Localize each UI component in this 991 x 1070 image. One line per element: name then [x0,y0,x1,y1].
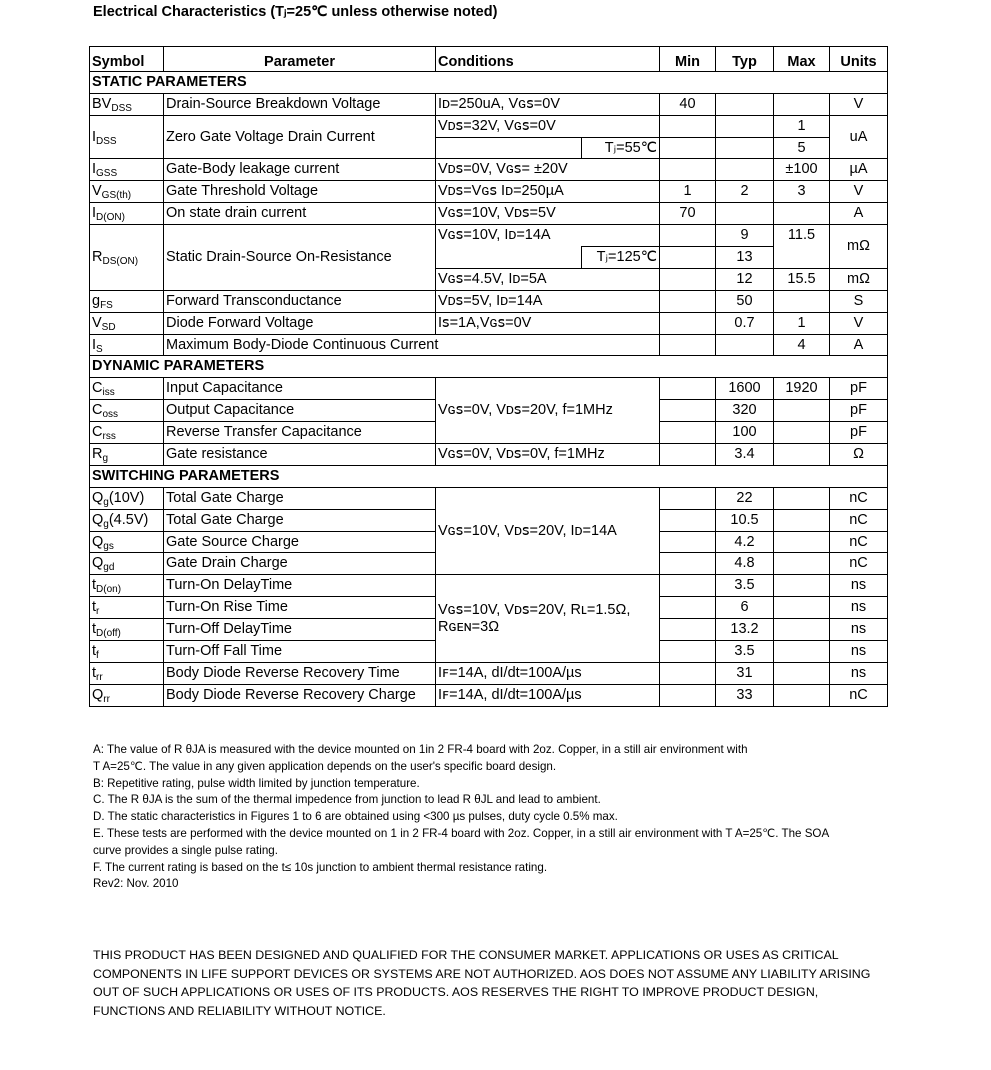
min-cell [660,444,716,466]
typ-cell: 10.5 [716,509,774,531]
parameter-cell: Total Gate Charge [164,509,436,531]
unit-cell: V [830,312,888,334]
unit-cell: uA [830,115,888,159]
table-row [90,290,888,312]
symbol-cell: $BV_{DSS}$ [90,93,164,115]
min-cell [660,422,716,444]
max-cell [774,444,830,466]
max-cell [774,400,830,422]
typ-cell [716,93,774,115]
min-cell: 70 [660,203,716,225]
footnote: C. The R θJA is the sum of the thermal impedence from junction to lead R θJL and lead to ambient. [93,793,601,807]
section-switching: SWITCHING PARAMETERS [90,465,888,487]
symbol-cell: $g_{FS}$ [90,290,164,312]
symbol-cell: $Q_g(4.5V)$ [90,509,164,531]
max-cell [774,422,830,444]
parameter-cell: Gate-Body leakage current [164,159,436,181]
parameter-cell: Input Capacitance [164,378,436,400]
typ-cell [716,334,774,356]
condition-cell: Iꜱ=1A,Vɢꜱ=0V [436,312,660,334]
typ-cell: 3.5 [716,641,774,663]
section-dynamic: DYNAMIC PARAMETERS [90,356,888,378]
max-cell [774,247,830,269]
table-row [90,181,888,203]
typ-cell [716,137,774,159]
condition-cell: Vᴅꜱ=Vɢꜱ Iᴅ=250µA [436,181,660,203]
section-row [90,71,888,93]
unit-cell: pF [830,422,888,444]
min-cell [660,400,716,422]
parameter-cell: Forward Transconductance [164,290,436,312]
max-cell [774,93,830,115]
max-cell [774,597,830,619]
min-cell [660,290,716,312]
unit-cell: mΩ [830,225,888,269]
header-symbol: Symbol [90,47,164,72]
symbol-cell: $R_{DS(ON)}$ [90,225,164,291]
max-cell [774,619,830,641]
max-cell [774,290,830,312]
parameter-cell: On state drain current [164,203,436,225]
min-cell [660,487,716,509]
table-row [90,334,888,356]
parameter-cell: Total Gate Charge [164,487,436,509]
unit-cell: nC [830,509,888,531]
footnote: T A=25℃. The value in any given application depends on the user's specific board design. [93,759,557,773]
symbol-cell: $C_{oss}$ [90,400,164,422]
typ-cell: 2 [716,181,774,203]
max-cell [774,553,830,575]
max-cell [774,575,830,597]
symbol-cell: $I_{D(ON)}$ [90,203,164,225]
min-cell [660,553,716,575]
typ-cell: 13 [716,247,774,269]
parameter-cell: Gate Source Charge [164,531,436,553]
header-conditions: Conditions [436,47,660,72]
unit-cell: ns [830,597,888,619]
max-cell: 15.5 [774,268,830,290]
symbol-cell: $I_S$ [90,334,164,356]
max-cell: 11.5 [774,225,830,247]
parameter-cell: Maximum Body-Diode Continuous Current [164,334,436,356]
section-row [90,356,888,378]
min-cell [660,531,716,553]
min-cell [660,662,716,684]
symbol-cell: $I_{DSS}$ [90,115,164,159]
max-cell: 1 [774,115,830,137]
typ-cell [716,115,774,137]
parameter-cell: Output Capacitance [164,400,436,422]
parameter-cell: Drain-Source Breakdown Voltage [164,93,436,115]
unit-cell: ns [830,575,888,597]
min-cell [660,619,716,641]
table-row [90,378,888,400]
unit-cell: nC [830,531,888,553]
table-row [90,93,888,115]
unit-cell: pF [830,378,888,400]
condition-cell: Vᴅꜱ=0V, Vɢꜱ= ±20V [436,159,660,181]
condition-cell: Iꜰ=14A, dI/dt=100A/µs [436,662,660,684]
min-cell [660,268,716,290]
footnote: D. The static characteristics in Figures 1 to 6 are obtained using <300 µs pulses, duty cycle 0.5% max. [93,810,618,824]
max-cell [774,662,830,684]
condition-cell [436,334,660,356]
condition-cell: Vɢꜱ=10V, Vᴅꜱ=5V [436,203,660,225]
max-cell: ±100 [774,159,830,181]
footnotes [93,742,883,893]
parameter-cell: Reverse Transfer Capacitance [164,422,436,444]
unit-cell: nC [830,684,888,706]
symbol-cell: $t_{D(on)}$ [90,575,164,597]
page-title: Electrical Characteristics (Tⱼ=25℃ unless otherwise noted) [93,4,498,20]
unit-cell: V [830,93,888,115]
min-cell [660,312,716,334]
unit-cell: ns [830,662,888,684]
max-cell: 1920 [774,378,830,400]
typ-cell: 4.8 [716,553,774,575]
table-row [90,159,888,181]
header-min: Min [660,47,716,72]
min-cell [660,575,716,597]
min-cell [660,159,716,181]
symbol-cell: $t_{rr}$ [90,662,164,684]
symbol-cell: $Q_g(10V)$ [90,487,164,509]
max-cell: 1 [774,312,830,334]
condition-cell: Vɢꜱ=10V, Vᴅꜱ=20V, Rʟ=1.5Ω, Rɢᴇɴ=3Ω [436,575,660,663]
symbol-cell: $t_r$ [90,597,164,619]
header-row [90,47,888,72]
footnote: A: The value of R θJA is measured with the device mounted on 1in 2 FR-4 board with 2oz. Copper, in a still air environment with [93,743,748,756]
typ-cell: 22 [716,487,774,509]
symbol-cell: $C_{iss}$ [90,378,164,400]
symbol-cell: $Q_{rr}$ [90,684,164,706]
header-parameter: Parameter [164,47,436,72]
parameter-cell: Turn-On Rise Time [164,597,436,619]
min-cell [660,641,716,663]
min-cell [660,334,716,356]
parameter-cell: Gate resistance [164,444,436,466]
symbol-cell: $I_{GSS}$ [90,159,164,181]
unit-cell: A [830,203,888,225]
footnote: curve provides a single pulse rating. [93,843,278,857]
table-row [90,312,888,334]
max-cell: 5 [774,137,830,159]
typ-cell: 0.7 [716,312,774,334]
condition-cell: Iꜰ=14A, dI/dt=100A/µs [436,684,660,706]
condition-spacer [436,137,582,159]
symbol-cell: $t_{D(off)}$ [90,619,164,641]
parameter-cell: Body Diode Reverse Recovery Charge [164,684,436,706]
unit-cell: Ω [830,444,888,466]
min-cell: 1 [660,181,716,203]
parameter-cell: Gate Threshold Voltage [164,181,436,203]
typ-cell: 1600 [716,378,774,400]
revision-note: Rev2: Nov. 2010 [93,877,179,891]
parameter-cell: Static Drain-Source On-Resistance [164,225,436,291]
footnote: B: Repetitive rating, pulse width limited by junction temperature. [93,776,420,790]
typ-cell: 31 [716,662,774,684]
max-cell: 4 [774,334,830,356]
parameter-cell: Turn-On DelayTime [164,575,436,597]
typ-cell: 9 [716,225,774,247]
condition-spacer [436,247,582,269]
disclaimer: THIS PRODUCT HAS BEEN DESIGNED AND QUALIFIED FOR THE CONSUMER MARKET. APPLICATIONS OR USES AS CRITICAL COMPONENTS IN LIFE SUPPORT DEVICES OR SYSTEMS ARE NOT AUTHORIZED. AOS DOES NOT ASSUME ANY LIABILITY ARISING OUT OF SUCH APPLICATIONS OR USES OF ITS PRODUCTS. AOS RESERVES THE RIGHT TO IMPROVE PRODUCT DESIGN, FUNCTIONS AND RELIABILITY WITHOUT NOTICE. [93,948,871,1018]
footnote: E. These tests are performed with the device mounted on 1 in 2 FR-4 board with 2oz. Copper, in a still air environment with T A=25℃. The SOA [93,826,830,840]
typ-cell: 100 [716,422,774,444]
symbol-cell: $R_g$ [90,444,164,466]
condition-temp-cell: Tⱼ=125℃ [582,247,660,269]
typ-cell: 320 [716,400,774,422]
min-cell [660,378,716,400]
typ-cell: 3.4 [716,444,774,466]
min-cell [660,115,716,137]
symbol-cell: $Q_{gd}$ [90,553,164,575]
table-row [90,225,888,247]
table-row [90,203,888,225]
header-units: Units [830,47,888,72]
table-row [90,575,888,597]
condition-cell: Vɢꜱ=4.5V, Iᴅ=5A [436,268,660,290]
condition-temp-cell: Tⱼ=55℃ [582,137,660,159]
unit-cell: pF [830,400,888,422]
max-cell [774,684,830,706]
electrical-characteristics-table [89,46,888,707]
unit-cell: V [830,181,888,203]
condition-cell: Vᴅꜱ=32V, Vɢꜱ=0V [436,115,660,137]
header-typ: Typ [716,47,774,72]
min-cell [660,225,716,247]
typ-cell [716,203,774,225]
min-cell [660,597,716,619]
table-row [90,684,888,706]
header-max: Max [774,47,830,72]
max-cell [774,487,830,509]
unit-cell: ns [830,619,888,641]
section-row [90,465,888,487]
symbol-cell: $V_{SD}$ [90,312,164,334]
typ-cell: 33 [716,684,774,706]
condition-cell: Iᴅ=250uA, Vɢꜱ=0V [436,93,660,115]
typ-cell: 13.2 [716,619,774,641]
min-cell [660,684,716,706]
max-cell [774,509,830,531]
min-cell [660,509,716,531]
parameter-cell: Diode Forward Voltage [164,312,436,334]
unit-cell: nC [830,487,888,509]
section-static: STATIC PARAMETERS [90,71,888,93]
typ-cell: 6 [716,597,774,619]
max-cell [774,203,830,225]
table-row [90,487,888,509]
parameter-cell: Gate Drain Charge [164,553,436,575]
typ-cell: 3.5 [716,575,774,597]
typ-cell: 50 [716,290,774,312]
symbol-cell: $t_f$ [90,641,164,663]
parameter-cell: Body Diode Reverse Recovery Time [164,662,436,684]
condition-cell: Vɢꜱ=10V, Iᴅ=14A [436,225,660,247]
unit-cell: S [830,290,888,312]
max-cell [774,531,830,553]
unit-cell: mΩ [830,268,888,290]
min-cell: 40 [660,93,716,115]
table-row [90,662,888,684]
footnote: F. The current rating is based on the t≤ 10s junction to ambient thermal resistance rating. [93,860,548,874]
condition-cell: Vɢꜱ=0V, Vᴅꜱ=0V, f=1MHz [436,444,660,466]
unit-cell: A [830,334,888,356]
unit-cell: µA [830,159,888,181]
symbol-cell: $V_{GS(th)}$ [90,181,164,203]
table-row [90,115,888,137]
symbol-cell: $Q_{gs}$ [90,531,164,553]
max-cell [774,641,830,663]
typ-cell: 12 [716,268,774,290]
condition-cell: Vɢꜱ=0V, Vᴅꜱ=20V, f=1MHz [436,378,660,444]
parameter-cell: Zero Gate Voltage Drain Current [164,115,436,159]
condition-cell: Vɢꜱ=10V, Vᴅꜱ=20V, Iᴅ=14A [436,487,660,575]
parameter-cell: Turn-Off DelayTime [164,619,436,641]
table-row [90,444,888,466]
unit-cell: nC [830,553,888,575]
min-cell [660,247,716,269]
max-cell: 3 [774,181,830,203]
min-cell [660,137,716,159]
parameter-cell: Turn-Off Fall Time [164,641,436,663]
typ-cell: 4.2 [716,531,774,553]
typ-cell [716,159,774,181]
condition-cell: Vᴅꜱ=5V, Iᴅ=14A [436,290,660,312]
symbol-cell: $C_{rss}$ [90,422,164,444]
unit-cell: ns [830,641,888,663]
